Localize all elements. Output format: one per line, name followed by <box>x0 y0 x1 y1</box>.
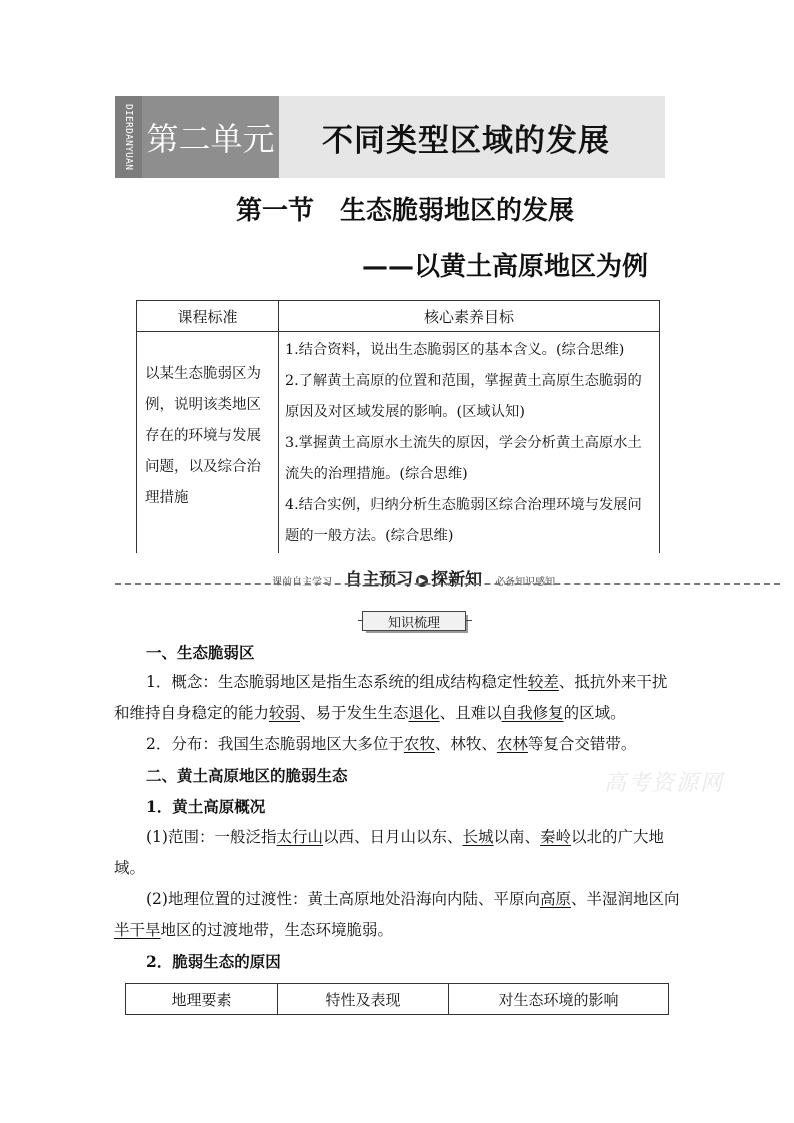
unit-vertical-tab: DIERDANYUAN <box>115 96 142 178</box>
section-title: 第一节 生态脆弱地区的发展 <box>236 196 575 226</box>
course-standard-cell: 以某生态脆弱区为例，说明该类地区存在的环境与发展问题，以及综合治理措施 <box>145 366 261 506</box>
causes-table-header <box>125 983 669 1015</box>
goal-item: 3.掌握黄土高原水土流失的原因，学会分析黄土高原水土流失的治理措施。(综合思维) <box>285 435 642 482</box>
standards-table-header <box>137 301 659 332</box>
section-subtitle: ——以黄土高原地区为例 <box>362 252 649 282</box>
unit-title: 不同类型区域的发展 <box>322 122 610 159</box>
preview-divider <box>272 565 555 590</box>
paragraph-concept: 1．概念：生态脆弱地区是指生态系统的组成结构稳定性较差、抵抗外来干扰和维持自身稳定的能力较弱、易于发生生态退化、且难以自我修复的区域。 <box>114 673 668 722</box>
subheading-overview: 1．黄土高原概况 <box>146 797 266 816</box>
divider-title-1: 自主预习 <box>345 570 414 590</box>
col-impact: 对生态环境的影响 <box>498 990 619 1009</box>
badge-line-right <box>466 620 472 621</box>
divider-title-2: 探新知 <box>431 570 483 590</box>
heading-2: 二、黄土高原地区的脆弱生态 <box>146 766 348 785</box>
table-divider <box>278 331 279 553</box>
goal-item: 4.结合实例，归纳分析生态脆弱区综合治理环境与发展问题的一般方法。(综合思维) <box>285 497 642 544</box>
watermark: 高考资源网 <box>604 771 725 796</box>
heading-1: 一、生态脆弱区 <box>146 643 255 662</box>
divider-left-text: 课前自主学习 <box>272 577 332 588</box>
goal-item: 1.结合资料，说出生态脆弱区的基本含义。(综合思维) <box>285 342 625 358</box>
header-core-goals: 核心素养目标 <box>423 307 514 326</box>
divider-right-text: 必备知识感知 <box>495 577 556 588</box>
core-goals-cell <box>285 335 653 552</box>
knowledge-badge: 知识梳理 <box>362 611 466 631</box>
standards-table <box>136 300 660 553</box>
goal-item: 2.了解黄土高原的位置和范围，掌握黄土高原生态脆弱的原因及对区域发展的影响。(区域认知) <box>285 373 642 420</box>
divider-dashed-line <box>115 583 780 585</box>
arrow-right-icon: ▶ <box>416 575 428 587</box>
col-geo-element: 地理要素 <box>126 984 278 1014</box>
paragraph-distribution: 2．分布：我国生态脆弱地区大多位于农牧、林牧、农林等复合交错带。 <box>146 735 637 753</box>
unit-label: 第二单元 <box>142 96 279 178</box>
subheading-causes: 2．脆弱生态的原因 <box>146 952 281 971</box>
paragraph-range: (1)范围：一般泛指太行山以西、日月山以东、长城以南、秦岭以北的广大地域。 <box>114 828 665 877</box>
paragraph-transition: (2)地理位置的过渡性：黄土高原地处沿海向内陆、平原向高原、半湿润地区向半干旱地区的过渡地带，生态环境脆弱。 <box>114 890 680 939</box>
col-characteristics: 特性及表现 <box>278 984 449 1014</box>
header-course-standard: 课程标准 <box>137 301 279 331</box>
